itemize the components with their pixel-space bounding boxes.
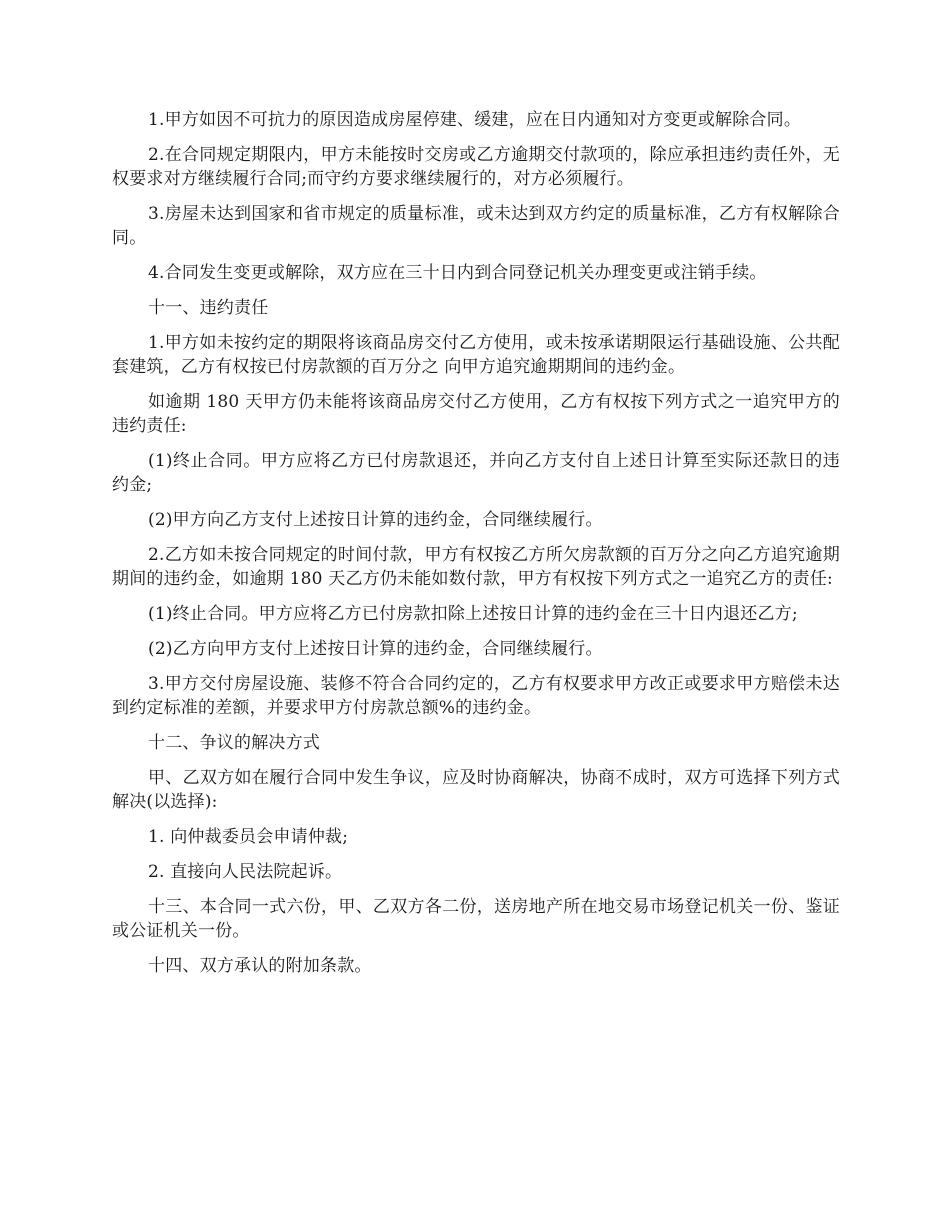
paragraph-180-days-seller: 如逾期 180 天甲方仍未能将该商品房交付乙方使用，乙方有权按下列方式之一追究甲方的违约责任: [112,392,840,436]
paragraph-terminate-buyer-option-1: (1)终止合同。甲方应将乙方已付房款扣除上述按日计算的违约金在三十日内退还乙方; [148,604,798,624]
paragraph-force-majeure: 1.甲方如因不可抗力的原因造成房屋停建、缓建，应在日内通知对方变更或解除合同。 [148,110,802,130]
section-heading-breach: 十一、违约责任 [148,298,269,318]
section-heading-dispute: 十二、争议的解决方式 [148,733,320,753]
paragraph-additional-terms: 十四、双方承认的附加条款。 [148,956,372,976]
paragraph-quality-standard: 3.房屋未达到国家和省市规定的质量标准，或未达到双方约定的质量标准，乙方有权解除合同。 [112,204,840,248]
paragraph-litigation: 2. 直接向人民法院起诉。 [148,862,343,882]
paragraph-buyer-late-payment: 2.乙方如未按合同规定的时间付款，甲方有权按乙方所欠房款额的百万分之向乙方追究逾期期间的违约金，如逾期 180 天乙方仍未能如数付款，甲方有权按下列方式之一追究乙方的责任: [112,545,840,589]
paragraph-terminate-option-1: (1)终止合同。甲方应将乙方已付房款退还，并向乙方支付自上述日计算至实际还款日的违约金; [112,451,840,495]
paragraph-facilities-nonconformity: 3.甲方交付房屋设施、装修不符合合同约定的，乙方有权要求甲方改正或要求甲方赔偿未达到约定标准的差额，并要求甲方付房款总额%的违约金。 [112,674,840,718]
paragraph-change-registration: 4.合同发生变更或解除，双方应在三十日内到合同登记机关办理变更或注销手续。 [148,263,767,283]
paragraph-continue-buyer-option-2: (2)乙方向甲方支付上述按日计算的违约金，合同继续履行。 [148,639,603,659]
paragraph-arbitration: 1. 向仲裁委员会申请仲裁; [148,827,349,847]
document-body [112,108,840,989]
paragraph-continue-option-2: (2)甲方向乙方支付上述按日计算的违约金，合同继续履行。 [148,510,603,530]
paragraph-copies: 十三、本合同一式六份，甲、乙双方各二份，送房地产所在地交易市场登记机关一份、鉴证或公证机关一份。 [112,897,840,941]
paragraph-dispute-resolution: 甲、乙双方如在履行合同中发生争议，应及时协商解决，协商不成时，双方可选择下列方式解决(以选择): [112,768,840,812]
paragraph-delay-handover: 2.在合同规定期限内，甲方未能按时交房或乙方逾期交付款项的，除应承担违约责任外，无权要求对方继续履行合同;而守约方要求继续履行的，对方必须履行。 [112,145,840,189]
paragraph-seller-late-delivery: 1.甲方如未按约定的期限将该商品房交付乙方使用，或未按承诺期限运行基础设施、公共配套建筑，乙方有权按已付房款额的百万分之 向甲方追究逾期期间的违约金。 [112,333,840,377]
